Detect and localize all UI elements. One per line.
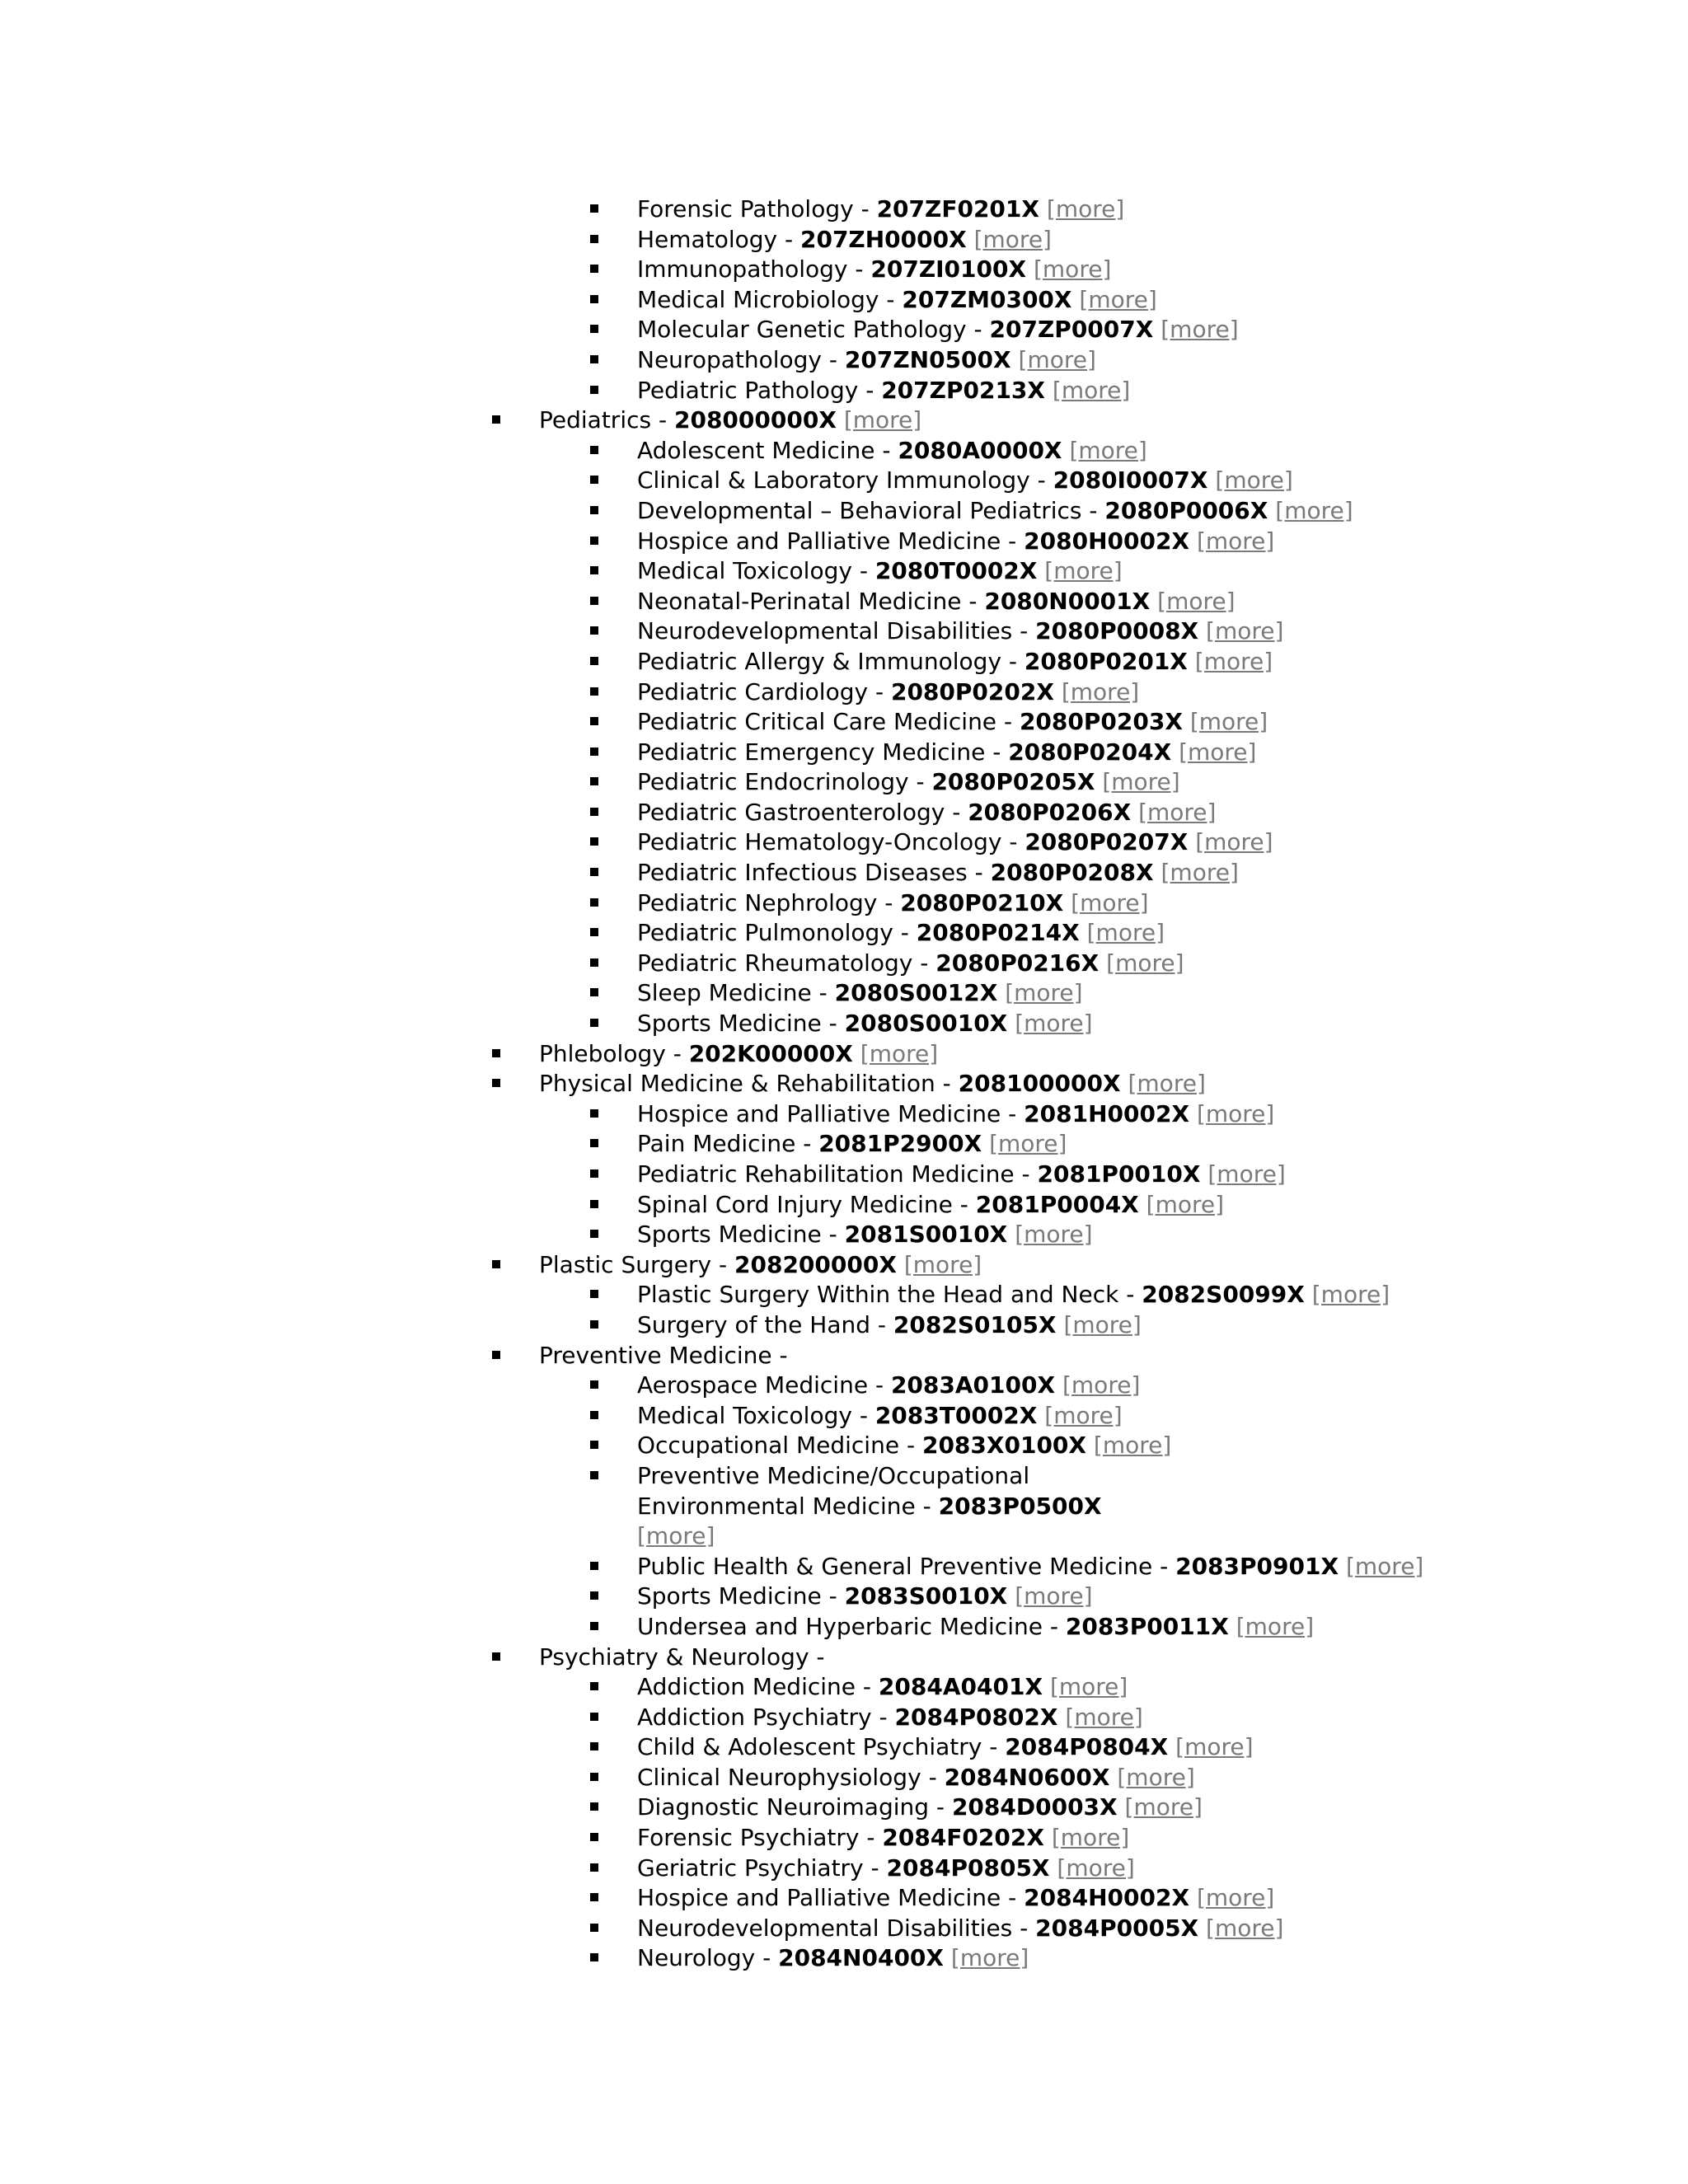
item-name: Pediatric Gastroenterology	[637, 798, 945, 826]
item-name: Diagnostic Neuroimaging	[637, 1793, 930, 1821]
more-link[interactable]: [more]	[1196, 1884, 1275, 1912]
item-name: Pediatric Critical Care Medicine	[637, 708, 997, 736]
square-bullet-icon	[590, 687, 598, 696]
taxonomy-code: 2082S0099X	[1142, 1281, 1305, 1309]
taxonomy-code: 207ZH0000X	[799, 225, 967, 253]
item-name: Medical Toxicology	[637, 557, 852, 585]
subspecialty-item: Geriatric Psychiatry - 2084P0805X [more]	[0, 1854, 1688, 1884]
more-link[interactable]: [more]	[1275, 496, 1353, 524]
specialty-item: Physical Medicine & Rehabilitation - 208100000X [more]	[0, 1069, 1688, 1099]
more-link[interactable]: [more]	[1015, 1010, 1093, 1038]
subspecialty-item: Pediatric Endocrinology - 2080P0205X [more]	[0, 767, 1688, 798]
subspecialty-item: Medical Toxicology - 2083T0002X [more]	[0, 1401, 1688, 1432]
taxonomy-code: 2080P0205X	[931, 768, 1095, 796]
square-bullet-icon	[590, 1019, 598, 1027]
more-link[interactable]: [more]	[1196, 1099, 1275, 1127]
taxonomy-code: 2080P0006X	[1104, 496, 1268, 524]
subspecialty-item: Pediatric Infectious Diseases - 2080P0208X [more]	[0, 858, 1688, 888]
subspecialty-item: Spinal Cord Injury Medicine - 2081P0004X [more]	[0, 1190, 1688, 1221]
square-bullet-icon	[590, 657, 598, 665]
more-link[interactable]: [more]	[860, 1039, 939, 1067]
item-name: Clinical & Laboratory Immunology	[637, 466, 1030, 494]
subspecialty-item: Hospice and Palliative Medicine - 2081H0002X [more]	[0, 1099, 1688, 1130]
taxonomy-code: 2082S0105X	[893, 1310, 1057, 1338]
subspecialty-item: Pediatric Emergency Medicine - 2080P0204X [more]	[0, 738, 1688, 768]
taxonomy-code: 208000000X	[673, 406, 837, 434]
taxonomy-code: 2080P0208X	[990, 859, 1154, 887]
item-name: Pediatric Hematology-Oncology	[637, 828, 1002, 856]
item-name: Hospice and Palliative Medicine	[637, 527, 1001, 555]
square-bullet-icon	[590, 1380, 598, 1389]
subspecialty-item: Clinical & Laboratory Immunology - 2080I0007X [more]	[0, 466, 1688, 496]
subspecialty-item: Pediatric Allergy & Immunology - 2080P0201X [more]	[0, 647, 1688, 677]
item-name: Pediatric Rheumatology	[637, 949, 913, 977]
square-bullet-icon	[590, 1742, 598, 1750]
more-link[interactable]: [more]	[1146, 1190, 1225, 1218]
square-bullet-icon	[492, 1079, 500, 1087]
square-bullet-icon	[590, 1924, 598, 1932]
subspecialty-item: Pediatric Rehabilitation Medicine - 2081P0010X [more]	[0, 1160, 1688, 1190]
taxonomy-code: 2084N0400X	[778, 1944, 944, 1972]
taxonomy-code: 207ZN0500X	[844, 345, 1011, 373]
taxonomy-code: 2080P0214X	[916, 919, 1080, 947]
more-link[interactable]: [more]	[1128, 1070, 1206, 1098]
square-bullet-icon	[590, 1682, 598, 1690]
square-bullet-icon	[590, 1802, 598, 1811]
more-link[interactable]: [more]	[1018, 345, 1096, 373]
more-link[interactable]: [more]	[1015, 1221, 1093, 1249]
item-name: Neuropathology	[637, 345, 822, 373]
item-name: Pediatric Rehabilitation Medicine	[637, 1160, 1015, 1188]
item-name: Medical Microbiology	[637, 285, 879, 313]
more-link[interactable]: [more]	[1117, 1763, 1195, 1791]
taxonomy-code: 2083P0500X	[938, 1492, 1102, 1520]
item-name: Forensic Psychiatry	[637, 1824, 860, 1852]
taxonomy-code: 2084P0804X	[1005, 1733, 1169, 1761]
specialty-item: Plastic Surgery - 208200000X [more]	[0, 1250, 1688, 1281]
square-bullet-icon	[590, 386, 598, 394]
subspecialty-item: Pediatric Pulmonology - 2080P0214X [more]	[0, 918, 1688, 949]
square-bullet-icon	[590, 928, 598, 936]
more-link[interactable]: [more]	[1345, 1552, 1424, 1580]
more-link[interactable]: [more]	[1051, 1824, 1130, 1852]
taxonomy-code: 2081H0002X	[1024, 1099, 1190, 1127]
item-name: Aerospace Medicine	[637, 1371, 869, 1399]
more-link[interactable]: [more]	[1206, 617, 1284, 645]
more-link[interactable]: [more]	[1215, 466, 1293, 494]
item-name: Developmental – Behavioral Pediatrics	[637, 496, 1082, 524]
more-link[interactable]: [more]	[1044, 557, 1123, 585]
taxonomy-code: 2080S0012X	[834, 979, 998, 1007]
taxonomy-code: 2084H0002X	[1024, 1884, 1190, 1912]
more-link[interactable]: [more]	[1057, 1854, 1135, 1882]
taxonomy-code: 2084P0805X	[886, 1854, 1050, 1882]
square-bullet-icon	[590, 1713, 598, 1721]
square-bullet-icon	[590, 1169, 598, 1178]
subspecialty-item: Addiction Medicine - 2084A0401X [more]	[0, 1672, 1688, 1703]
more-link[interactable]: [more]	[1063, 1310, 1142, 1338]
taxonomy-code: 2080N0001X	[984, 587, 1151, 615]
more-link[interactable]: [more]	[1195, 828, 1273, 856]
square-bullet-icon	[492, 415, 500, 424]
more-link[interactable]: [more]	[637, 1522, 715, 1550]
item-name: Sports Medicine	[637, 1582, 822, 1610]
taxonomy-code: 2084D0003X	[951, 1793, 1118, 1821]
square-bullet-icon	[590, 1200, 598, 1208]
item-name: Neonatal-Perinatal Medicine	[637, 587, 962, 615]
specialty-item: Pediatrics - 208000000X [more]	[0, 405, 1688, 436]
more-link[interactable]: [more]	[1175, 1733, 1254, 1761]
square-bullet-icon	[590, 626, 598, 635]
square-bullet-icon	[590, 748, 598, 756]
subspecialty-item: Public Health & General Preventive Medicine - 2083P0901X [more]	[0, 1552, 1688, 1582]
item-name: Pediatric Pathology	[637, 376, 859, 404]
taxonomy-code: 2080H0002X	[1024, 527, 1190, 555]
specialty-item: Phlebology - 202K00000X [more]	[0, 1039, 1688, 1070]
subspecialty-item: Sports Medicine - 2081S0010X [more]	[0, 1220, 1688, 1250]
subspecialty-item: Preventive Medicine/Occupational Environmental Medicine - 2083P0500X [more]	[0, 1461, 1181, 1552]
subspecialty-item: Forensic Psychiatry - 2084F0202X [more]	[0, 1823, 1688, 1854]
item-name: Forensic Pathology	[637, 195, 854, 223]
square-bullet-icon	[590, 1230, 598, 1238]
taxonomy-code: 2081P2900X	[818, 1130, 982, 1158]
item-name: Undersea and Hyperbaric Medicine	[637, 1612, 1050, 1640]
square-bullet-icon	[590, 1441, 598, 1449]
taxonomy-code: 2080P0201X	[1024, 647, 1188, 675]
item-name: Hematology	[637, 225, 778, 253]
more-link[interactable]: [more]	[1206, 1914, 1284, 1942]
subspecialty-item: Pediatric Rheumatology - 2080P0216X [more]	[0, 949, 1688, 979]
more-link[interactable]: [more]	[1062, 1371, 1141, 1399]
taxonomy-code: 2081P0010X	[1037, 1160, 1201, 1188]
item-name: Spinal Cord Injury Medicine	[637, 1190, 953, 1218]
more-link[interactable]: [more]	[1065, 1703, 1143, 1731]
more-link[interactable]: [more]	[1157, 587, 1236, 615]
subspecialty-item: Occupational Medicine - 2083X0100X [more]	[0, 1431, 1688, 1461]
item-name: Hospice and Palliative Medicine	[637, 1099, 1001, 1127]
square-bullet-icon	[590, 1773, 598, 1781]
more-link[interactable]: [more]	[1236, 1612, 1315, 1640]
taxonomy-code: 2080P0206X	[968, 798, 1132, 826]
more-link[interactable]: [more]	[1189, 708, 1268, 736]
square-bullet-icon	[590, 1320, 598, 1329]
square-bullet-icon	[492, 1351, 500, 1359]
more-link[interactable]: [more]	[1124, 1793, 1203, 1821]
square-bullet-icon	[590, 597, 598, 605]
item-name: Pediatric Pulmonology	[637, 919, 893, 947]
subspecialty-item: Pediatric Pathology - 207ZP0213X [more]	[0, 376, 1688, 406]
taxonomy-code: 2080S0010X	[844, 1010, 1008, 1038]
subspecialty-item: Sports Medicine - 2083S0010X [more]	[0, 1582, 1688, 1612]
item-name: Hospice and Palliative Medicine	[637, 1884, 1001, 1912]
more-link[interactable]: [more]	[903, 1250, 982, 1278]
more-link[interactable]: [more]	[1052, 376, 1131, 404]
taxonomy-list	[0, 194, 1688, 1974]
square-bullet-icon	[492, 1049, 500, 1057]
subspecialty-item: Child & Adolescent Psychiatry - 2084P0804X [more]	[0, 1732, 1688, 1763]
square-bullet-icon	[590, 446, 598, 454]
item-name: Adolescent Medicine	[637, 436, 875, 464]
more-link[interactable]: [more]	[950, 1944, 1029, 1972]
square-bullet-icon	[492, 1652, 500, 1661]
item-name: Child & Adolescent Psychiatry	[637, 1733, 982, 1761]
specialty-item: Preventive Medicine -	[0, 1341, 1688, 1371]
subspecialty-item: Aerospace Medicine - 2083A0100X [more]	[0, 1371, 1688, 1401]
item-name: Clinical Neurophysiology	[637, 1763, 929, 1791]
subspecialty-item: Neurodevelopmental Disabilities - 2084P0005X [more]	[0, 1914, 1688, 1944]
taxonomy-code: 2083A0100X	[890, 1371, 1056, 1399]
subspecialty-item: Pain Medicine - 2081P2900X [more]	[0, 1129, 1688, 1160]
more-link[interactable]: [more]	[1044, 1401, 1123, 1429]
square-bullet-icon	[590, 325, 598, 333]
item-name: Pediatric Emergency Medicine	[637, 738, 986, 766]
taxonomy-code: 2084P0802X	[894, 1703, 1058, 1731]
subspecialty-item: Pediatric Critical Care Medicine - 2080P0203X [more]	[0, 707, 1688, 738]
more-link[interactable]: [more]	[1160, 316, 1239, 344]
subspecialty-item: Adolescent Medicine - 2080A0000X [more]	[0, 436, 1688, 466]
more-link[interactable]: [more]	[1179, 738, 1257, 766]
item-name: Plastic Surgery	[539, 1250, 712, 1278]
item-name: Physical Medicine & Rehabilitation	[539, 1070, 935, 1098]
taxonomy-code: 2083X0100X	[921, 1432, 1087, 1460]
subspecialty-item: Undersea and Hyperbaric Medicine - 2083P0011X [more]	[0, 1612, 1688, 1643]
subspecialty-item: Developmental – Behavioral Pediatrics - 2080P0006X [more]	[0, 496, 1688, 527]
item-name: Occupational Medicine	[637, 1432, 900, 1460]
subspecialty-item: Immunopathology - 207ZI0100X [more]	[0, 255, 1688, 285]
taxonomy-code: 2080P0216X	[935, 949, 1100, 977]
item-name: Plastic Surgery Within the Head and Neck	[637, 1281, 1119, 1309]
taxonomy-code: 2080I0007X	[1053, 466, 1208, 494]
more-link[interactable]: [more]	[1069, 436, 1147, 464]
item-name: Molecular Genetic Pathology	[637, 316, 967, 344]
taxonomy-code: 202K00000X	[688, 1039, 853, 1067]
square-bullet-icon	[590, 808, 598, 816]
taxonomy-code: 207ZF0201X	[876, 195, 1039, 223]
square-bullet-icon	[590, 1109, 598, 1118]
subspecialty-item: Plastic Surgery Within the Head and Neck - 2082S0099X [more]	[0, 1280, 1688, 1310]
square-bullet-icon	[590, 1562, 598, 1570]
more-link[interactable]: [more]	[1160, 859, 1239, 887]
square-bullet-icon	[590, 265, 598, 273]
square-bullet-icon	[492, 1260, 500, 1268]
subspecialty-item: Sports Medicine - 2080S0010X [more]	[0, 1009, 1688, 1039]
subspecialty-item: Medical Toxicology - 2080T0002X [more]	[0, 556, 1688, 587]
specialty-item: Psychiatry & Neurology -	[0, 1643, 1688, 1673]
item-name: Addiction Medicine	[637, 1673, 856, 1701]
taxonomy-code: 2080P0203X	[1019, 708, 1183, 736]
square-bullet-icon	[590, 295, 598, 303]
taxonomy-code: 2080P0008X	[1035, 617, 1199, 645]
subspecialty-item: Addiction Psychiatry - 2084P0802X [more]	[0, 1703, 1688, 1733]
more-link[interactable]: [more]	[1049, 1673, 1128, 1701]
taxonomy-code: 2084N0600X	[944, 1763, 1110, 1791]
square-bullet-icon	[590, 1411, 598, 1419]
square-bullet-icon	[590, 837, 598, 846]
subspecialty-item: Surgery of the Hand - 2082S0105X [more]	[0, 1310, 1688, 1341]
taxonomy-code: 207ZP0007X	[989, 316, 1154, 344]
more-link[interactable]: [more]	[1311, 1281, 1390, 1309]
item-name: Preventive Medicine/Occupational Environmental Medicine	[637, 1461, 1030, 1520]
item-name: Pediatric Endocrinology	[637, 768, 909, 796]
more-link[interactable]: [more]	[1071, 888, 1149, 916]
square-bullet-icon	[590, 235, 598, 243]
taxonomy-code: 2081P0004X	[975, 1190, 1139, 1218]
more-link[interactable]: [more]	[1196, 527, 1275, 555]
item-name: Pediatric Allergy & Immunology	[637, 647, 1002, 675]
item-name: Phlebology	[539, 1039, 666, 1067]
more-link[interactable]: [more]	[1207, 1160, 1286, 1188]
taxonomy-code: 207ZM0300X	[902, 285, 1072, 313]
taxonomy-code: 2080P0204X	[1008, 738, 1172, 766]
square-bullet-icon	[590, 204, 598, 213]
square-bullet-icon	[590, 1139, 598, 1147]
item-name: Public Health & General Preventive Medicine	[637, 1552, 1153, 1580]
taxonomy-code: 2080P0207X	[1025, 828, 1189, 856]
taxonomy-code: 207ZP0213X	[881, 376, 1045, 404]
more-link[interactable]: [more]	[1102, 768, 1180, 796]
square-bullet-icon	[590, 476, 598, 484]
square-bullet-icon	[590, 958, 598, 967]
more-link[interactable]: [more]	[1086, 919, 1165, 947]
square-bullet-icon	[590, 355, 598, 363]
more-link[interactable]: [more]	[1079, 285, 1157, 313]
square-bullet-icon	[590, 1290, 598, 1298]
subspecialty-item: Hospice and Palliative Medicine - 2080H0002X [more]	[0, 527, 1688, 557]
more-link[interactable]: [more]	[1194, 647, 1273, 675]
taxonomy-code: 2080T0002X	[874, 557, 1038, 585]
subspecialty-item: Neonatal-Perinatal Medicine - 2080N0001X [more]	[0, 587, 1688, 617]
square-bullet-icon	[590, 506, 598, 514]
item-name: Pediatric Cardiology	[637, 677, 869, 705]
square-bullet-icon	[590, 717, 598, 725]
subspecialty-item: Neurodevelopmental Disabilities - 2080P0008X [more]	[0, 616, 1688, 647]
item-name: Sleep Medicine	[637, 979, 812, 1007]
item-name: Neurology	[637, 1944, 756, 1972]
subspecialty-item: Molecular Genetic Pathology - 207ZP0007X [more]	[0, 315, 1688, 345]
taxonomy-code: 207ZI0100X	[870, 255, 1027, 284]
more-link[interactable]: [more]	[1015, 1582, 1093, 1610]
item-name: Pediatric Nephrology	[637, 888, 878, 916]
item-name: Pain Medicine	[637, 1130, 796, 1158]
taxonomy-code: 2084F0202X	[882, 1824, 1044, 1852]
more-link[interactable]: [more]	[989, 1130, 1067, 1158]
more-link[interactable]: [more]	[1005, 979, 1083, 1007]
item-name: Sports Medicine	[637, 1221, 822, 1249]
taxonomy-code: 208200000X	[734, 1250, 897, 1278]
taxonomy-code: 2084A0401X	[878, 1673, 1043, 1701]
item-name: Pediatric Infectious Diseases	[637, 859, 968, 887]
subspecialty-item: Hospice and Palliative Medicine - 2084H0002X [more]	[0, 1883, 1688, 1914]
square-bullet-icon	[590, 868, 598, 876]
taxonomy-code: 2083P0011X	[1065, 1612, 1229, 1640]
more-link[interactable]: [more]	[1106, 949, 1184, 977]
subspecialty-item: Medical Microbiology - 207ZM0300X [more]	[0, 285, 1688, 316]
item-name: Neurodevelopmental Disabilities	[637, 1914, 1013, 1942]
subspecialty-item: Pediatric Hematology-Oncology - 2080P0207X [more]	[0, 827, 1688, 858]
square-bullet-icon	[590, 1622, 598, 1630]
item-name: Neurodevelopmental Disabilities	[637, 617, 1013, 645]
subspecialty-item: Clinical Neurophysiology - 2084N0600X [more]	[0, 1763, 1688, 1793]
square-bullet-icon	[590, 537, 598, 545]
square-bullet-icon	[590, 898, 598, 907]
square-bullet-icon	[590, 1833, 598, 1841]
square-bullet-icon	[590, 1863, 598, 1872]
more-link[interactable]: [more]	[1138, 798, 1217, 826]
subspecialty-item: Neurology - 2084N0400X [more]	[0, 1943, 1688, 1974]
more-link[interactable]: [more]	[1046, 195, 1125, 223]
more-link[interactable]: [more]	[843, 406, 922, 434]
subspecialty-item: Forensic Pathology - 207ZF0201X [more]	[0, 194, 1688, 225]
taxonomy-code: 2081S0010X	[844, 1221, 1008, 1249]
square-bullet-icon	[590, 1953, 598, 1961]
item-name: Addiction Psychiatry	[637, 1703, 872, 1731]
subspecialty-item: Neuropathology - 207ZN0500X [more]	[0, 345, 1688, 376]
taxonomy-code: 208100000X	[958, 1070, 1121, 1098]
square-bullet-icon	[590, 566, 598, 574]
item-name: Pediatrics	[539, 406, 652, 434]
taxonomy-code: 2083T0002X	[874, 1401, 1038, 1429]
square-bullet-icon	[590, 1591, 598, 1600]
item-name: Sports Medicine	[637, 1010, 822, 1038]
subspecialty-item: Pediatric Cardiology - 2080P0202X [more]	[0, 677, 1688, 708]
subspecialty-item: Hematology - 207ZH0000X [more]	[0, 225, 1688, 255]
square-bullet-icon	[590, 988, 598, 996]
item-name: Preventive Medicine	[539, 1341, 772, 1369]
taxonomy-code: 2084P0005X	[1035, 1914, 1199, 1942]
item-name: Psychiatry & Neurology	[539, 1643, 809, 1671]
more-link[interactable]: [more]	[1033, 255, 1112, 284]
more-link[interactable]: [more]	[1061, 677, 1140, 705]
item-name: Medical Toxicology	[637, 1401, 852, 1429]
square-bullet-icon	[590, 1471, 598, 1479]
square-bullet-icon	[590, 777, 598, 785]
taxonomy-code: 2083S0010X	[844, 1582, 1008, 1610]
taxonomy-code: 2080A0000X	[898, 436, 1062, 464]
taxonomy-code: 2083P0901X	[1175, 1552, 1339, 1580]
more-link[interactable]: [more]	[973, 225, 1052, 253]
subspecialty-item: Sleep Medicine - 2080S0012X [more]	[0, 978, 1688, 1009]
subspecialty-item: Pediatric Gastroenterology - 2080P0206X [more]	[0, 798, 1688, 828]
taxonomy-code: 2080P0210X	[900, 888, 1064, 916]
taxonomy-code: 2080P0202X	[890, 677, 1054, 705]
item-name: Immunopathology	[637, 255, 848, 284]
item-name: Surgery of the Hand	[637, 1310, 870, 1338]
item-name: Geriatric Psychiatry	[637, 1854, 864, 1882]
subspecialty-item: Diagnostic Neuroimaging - 2084D0003X [more]	[0, 1793, 1688, 1823]
square-bullet-icon	[590, 1893, 598, 1901]
subspecialty-item: Pediatric Nephrology - 2080P0210X [more]	[0, 888, 1688, 919]
more-link[interactable]: [more]	[1093, 1432, 1172, 1460]
